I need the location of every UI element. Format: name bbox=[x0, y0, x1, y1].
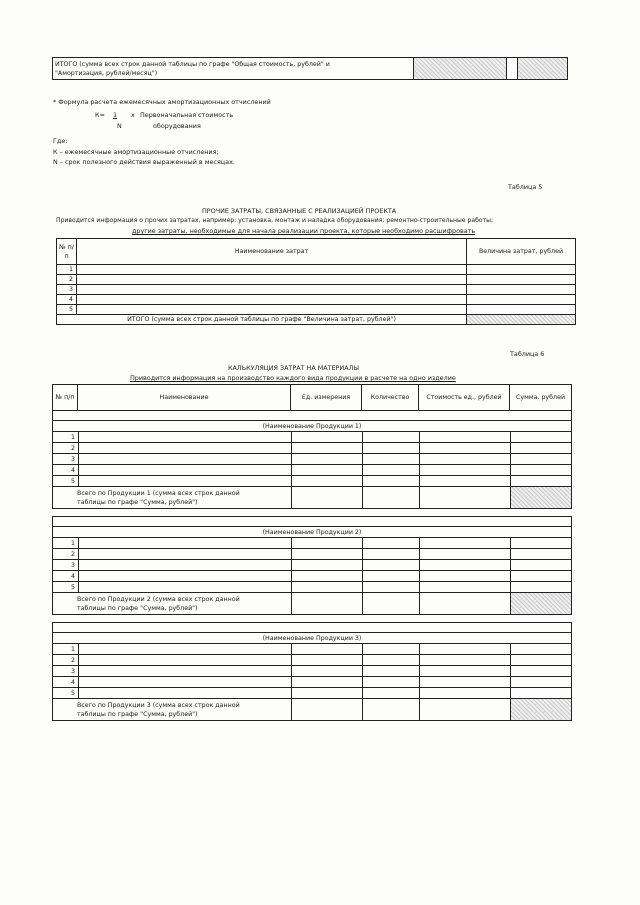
table6-group-1 bbox=[52, 410, 572, 509]
group-row-num: 3 bbox=[53, 560, 79, 571]
table5 bbox=[56, 238, 576, 325]
table6-header-unit-cost: Стоимость ед., рублей bbox=[419, 385, 510, 411]
top-total-table bbox=[52, 57, 568, 80]
top-total-label bbox=[53, 58, 414, 80]
table5-row-num: 5 bbox=[57, 305, 77, 315]
table5-desc1: Приводится информация о прочих затратах, например: установка, монтаж и наладка оборудования; ремонтно-строительные работы; bbox=[56, 217, 494, 224]
table6 bbox=[52, 384, 572, 411]
table6-header-name: Наименование bbox=[78, 385, 291, 411]
group-row-num: 1 bbox=[53, 538, 79, 549]
table5-label: Таблица 5 bbox=[508, 183, 543, 191]
group-row-num: 4 bbox=[53, 465, 79, 476]
table5-row-num: 3 bbox=[57, 285, 77, 295]
table5-row-num: 2 bbox=[57, 275, 77, 285]
formula-times: х bbox=[131, 111, 135, 119]
group-row-num: 5 bbox=[53, 582, 79, 593]
table5-total-value bbox=[467, 315, 576, 325]
group-row-num: 5 bbox=[53, 476, 79, 487]
formula-numerator: 1 bbox=[113, 111, 118, 119]
formula-denominator: N bbox=[117, 122, 122, 130]
table5-header-num: № п/п bbox=[57, 239, 77, 265]
group-row-num: 3 bbox=[53, 666, 79, 677]
group-title: (Наименование Продукции 3) bbox=[53, 633, 572, 644]
table5-total-label: ИТОГО (сумма всех строк данной таблицы по графе "Величина затрат, рублей") bbox=[57, 315, 467, 325]
top-total-cost-cell bbox=[414, 58, 507, 80]
table5-header-name: Наименование затрат bbox=[77, 239, 467, 265]
group-row-num: 4 bbox=[53, 571, 79, 582]
table6-header-sum: Сумма, рублей bbox=[510, 385, 572, 411]
top-total-line1: ИТОГО (сумма всех строк данной таблицы по графе "Общая стоимость, рублей" и bbox=[55, 60, 330, 68]
table6-desc: Приводится информация на производство каждого вида продукции в расчете на одно изделие bbox=[130, 374, 456, 382]
group-total-sum bbox=[511, 487, 572, 509]
group-title: (Наименование Продукции 1) bbox=[53, 421, 572, 432]
table6-header-unit: Ед. измерения bbox=[291, 385, 362, 411]
group-total-sum bbox=[511, 593, 572, 615]
table6-label: Таблица 6 bbox=[510, 350, 545, 358]
group-total-label: Всего по Продукции 3 (сумма всех строк данной таблицы по графе "Сумма, рублей") bbox=[53, 699, 292, 721]
table6-group-3 bbox=[52, 622, 572, 721]
group-row-num: 2 bbox=[53, 549, 79, 560]
table5-row-num: 4 bbox=[57, 295, 77, 305]
formula-k: К= bbox=[95, 111, 105, 119]
table5-desc2: другие затраты, необходимые для начала реализации проекта, которые необходимо расшифровать bbox=[132, 227, 476, 235]
group-row-num: 1 bbox=[53, 644, 79, 655]
group-total-label: Всего по Продукции 2 (сумма всех строк данной таблицы по графе "Сумма, рублей") bbox=[53, 593, 292, 615]
formula-def-n: N – срок полезного действия выраженный в месяцах. bbox=[53, 158, 235, 166]
group-row-num: 5 bbox=[53, 688, 79, 699]
group-row-num: 4 bbox=[53, 677, 79, 688]
top-total-mid-cell bbox=[507, 58, 518, 80]
group-row-num: 2 bbox=[53, 443, 79, 454]
formula-desc2: оборудования bbox=[153, 122, 201, 130]
group-row-num: 2 bbox=[53, 655, 79, 666]
top-total-amort-cell bbox=[518, 58, 568, 80]
table5-title: ПРОЧИЕ ЗАТРАТЫ, СВЯЗАННЫЕ С РЕАЛИЗАЦИЕЙ ПРОЕКТА bbox=[202, 207, 397, 215]
formula-where: Где: bbox=[53, 137, 68, 145]
table5-row-num: 1 bbox=[57, 265, 77, 275]
group-total-sum bbox=[511, 699, 572, 721]
table6-title: КАЛЬКУЛЯЦИЯ ЗАТРАТ НА МАТЕРИАЛЫ bbox=[228, 364, 360, 372]
top-total-line2: "Амортизация, рублей/месяц") bbox=[55, 69, 158, 77]
table5-header-value: Величина затрат, рублей bbox=[467, 239, 576, 265]
formula-def-k: К – ежемесячные амортизационные отчисления; bbox=[53, 148, 219, 156]
group-total-label: Всего по Продукции 1 (сумма всех строк данной таблицы по графе "Сумма, рублей") bbox=[53, 487, 292, 509]
group-row-num: 1 bbox=[53, 432, 79, 443]
formula-desc1: Первоначальная стоимость bbox=[140, 111, 234, 119]
table6-header-num: № п/п bbox=[53, 385, 78, 411]
formula-title: * Формула расчета ежемесячных амортизационных отчислений bbox=[53, 98, 271, 106]
table6-header-qty: Количество bbox=[362, 385, 419, 411]
table6-group-2 bbox=[52, 516, 572, 615]
group-title: (Наименование Продукции 2) bbox=[53, 527, 572, 538]
group-row-num: 3 bbox=[53, 454, 79, 465]
